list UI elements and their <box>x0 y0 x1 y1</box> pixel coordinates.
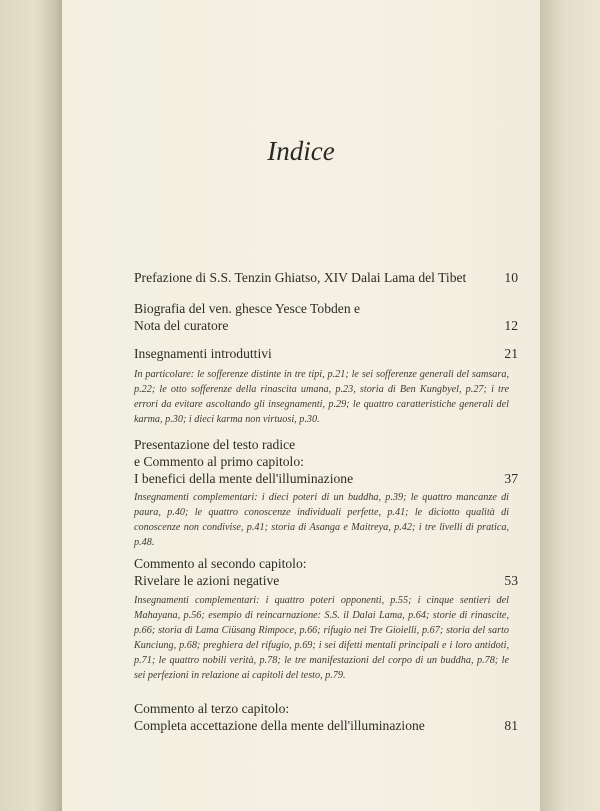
toc-page-number: 10 <box>504 270 518 285</box>
toc-entry-note: In particolare: le sofferenze distinte in tre tipi, p.21; le sei sofferenze generali del samsara, p.22; le otto sofferenze della rinascita umana, p.23, storia di Ben Kungbyel, p.27; i tre errori da evitare ascoltando gli insegnamenti, p.29; le quattro caratteristiche generali del karma, p.30; i dieci karma non virtuosi, p.30. <box>134 369 509 425</box>
toc-entry-title-line: I benefici della mente dell'illuminazione <box>134 471 354 486</box>
page-title: Indice <box>267 136 335 166</box>
toc-entry-note: Insegnamenti complementari: i quattro poteri opponenti, p.55; i cinque sentieri del Mahayana, p.56; esempio di reincarnazione: S.S. il Dalai Lama, p.64; storie di rinascite, p.66; storia di Lama Ciüsang Rimpoce, p.66; rifugio nei Tre Gioielli, p.67; storia del sarto Kunciung, p.68; preghiera del rifugio, p.69; i sei difetti mentali principali e i loro antidoti, p.71; le quattro nobili verità, p.78; le tre manifestazioni del corpo di un buddha, p.78; le sei perfezioni in relazione ai capitoli del testo, p.79. <box>134 595 509 681</box>
toc-page-number: 81 <box>504 718 518 733</box>
toc-entry-primo-capitolo <box>134 436 518 487</box>
toc-entry-title-line: Presentazione del testo radice <box>134 437 296 452</box>
toc-entry-note: Insegnamenti complementari: i dieci poteri di un buddha, p.39; le quattro mancanze di paura, p.40; le quattro conoscenze individuali perfette, p.41; le diciotto qualità di conoscenze non condivise, p.41; storia di Asanga e Maitreya, p.42; i tre livelli di pratica, p.48. <box>134 492 509 548</box>
toc-page-number: 12 <box>504 318 518 333</box>
toc-entry-title-line: Completa accettazione della mente dell'illuminazione <box>134 718 425 733</box>
toc-entry-biografia <box>134 300 518 334</box>
toc-entry-title-line: Commento al secondo capitolo: <box>134 556 307 571</box>
toc-entry-title-line: Commento al terzo capitolo: <box>134 701 290 716</box>
toc-entry-title: Prefazione di S.S. Tenzin Ghiatso, XIV Dalai Lama del Tibet <box>134 270 467 285</box>
toc-entry-title-line: Rivelare le azioni negative <box>134 573 280 588</box>
toc-entry-title: Insegnamenti introduttivi <box>134 346 272 361</box>
toc-entry-title-line: Biografia del ven. ghesce Yesce Tobden e <box>134 301 361 316</box>
adjacent-page-edge <box>540 0 600 811</box>
toc-entry-terzo-capitolo <box>134 700 518 734</box>
toc-page-number: 21 <box>504 346 518 361</box>
toc-page-number: 37 <box>504 471 518 486</box>
book-gutter <box>0 0 62 811</box>
toc-entry-insegnamenti-introduttivi <box>134 345 518 362</box>
toc-entry-title-line: Nota del curatore <box>134 318 229 333</box>
toc-entry-secondo-capitolo <box>134 555 518 589</box>
toc-entry-title-line: e Commento al primo capitolo: <box>134 454 304 469</box>
toc-entry-prefazione <box>134 269 518 286</box>
toc-page-number: 53 <box>504 573 518 588</box>
